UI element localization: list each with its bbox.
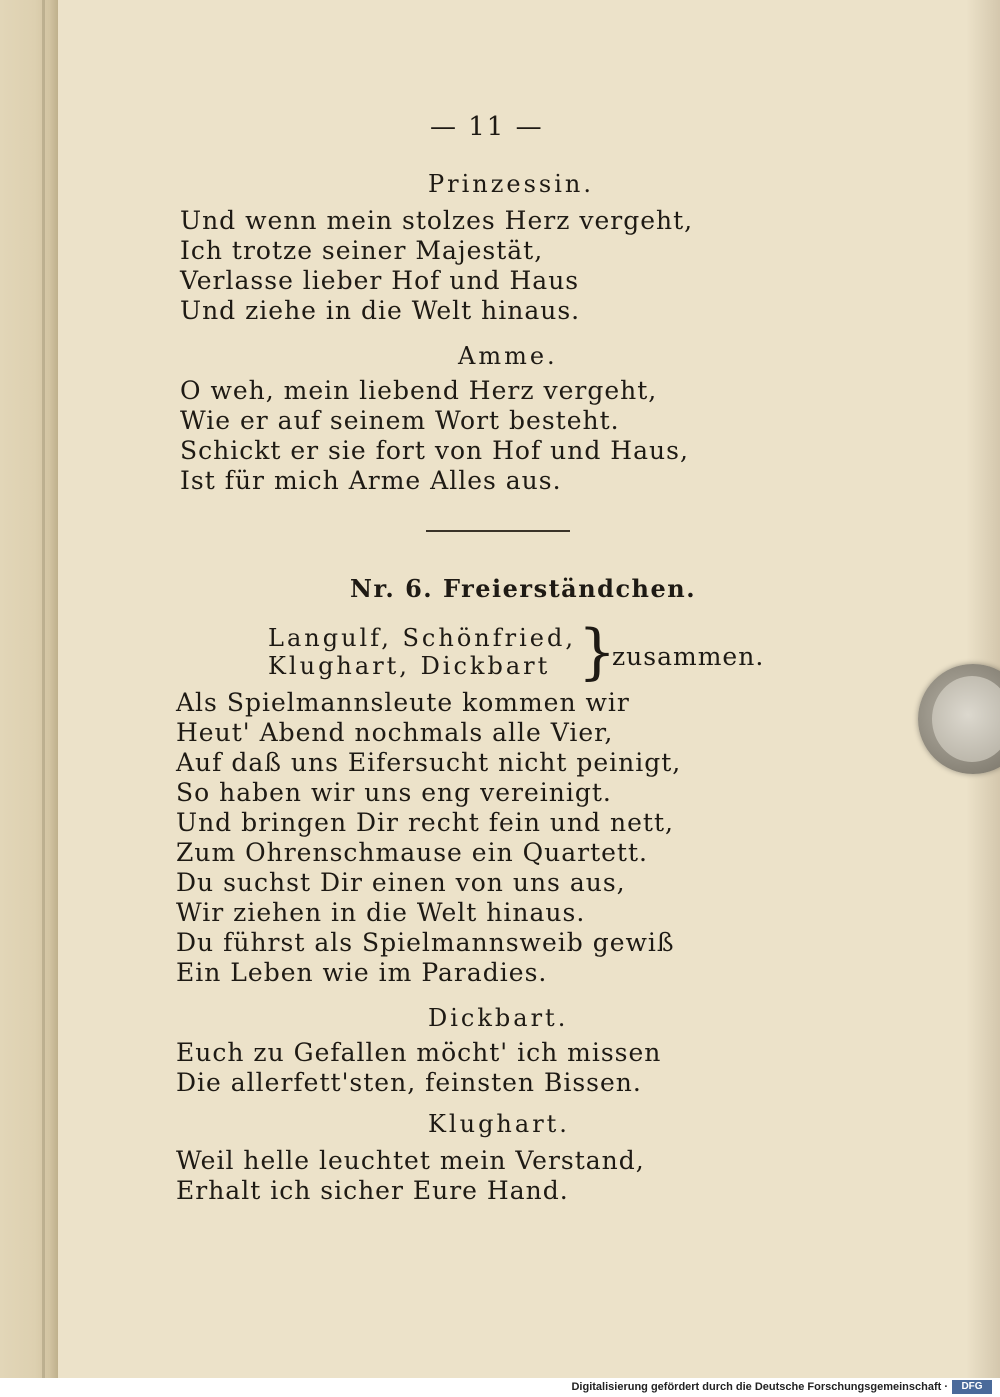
book-gutter [0, 0, 58, 1378]
verse-line: Ein Leben wie im Paradies. [176, 958, 548, 987]
verse-line: Und wenn mein stolzes Herz vergeht, [180, 206, 694, 235]
verse-line: Als Spielmannsleute kommen wir [176, 688, 630, 717]
dfg-logo: DFG [952, 1380, 992, 1394]
verse-line: Euch zu Gefallen möcht' ich missen [176, 1038, 662, 1067]
speaker-name: Prinzessin. [428, 170, 594, 198]
verse-line: Die allerfett'sten, feinsten Bissen. [176, 1068, 642, 1097]
cast-line: Langulf, Schönfried, [268, 624, 576, 652]
verse-line: So haben wir uns eng vereinigt. [176, 778, 612, 807]
verse-line: Heut' Abend nochmals alle Vier, [176, 718, 614, 747]
song-heading: Nr. 6. Freierständchen. [350, 574, 697, 603]
verse-line: Weil helle leuchtet mein Verstand, [176, 1146, 645, 1175]
verse-line: Auf daß uns Eifersucht nicht peinigt, [176, 748, 682, 777]
verse-line: Ist für mich Arme Alles aus. [180, 466, 562, 495]
section-divider [426, 530, 570, 532]
verse-line: Verlasse lieber Hof und Haus [180, 266, 580, 295]
cast-note: zusammen. [612, 642, 765, 671]
verse-line: Wir ziehen in die Welt hinaus. [176, 898, 586, 927]
speaker-name: Dickbart. [428, 1004, 569, 1032]
footer-credit: Digitalisierung gefördert durch die Deutsche Forschungsgemeinschaft · [571, 1381, 948, 1393]
verse-line: Du suchst Dir einen von uns aus, [176, 868, 626, 897]
speaker-name: Klughart. [428, 1110, 570, 1138]
verse-line: O weh, mein liebend Herz vergeht, [180, 376, 658, 405]
verse-line: Und bringen Dir recht fein und nett, [176, 808, 674, 837]
verse-line: Zum Ohrenschmause ein Quartett. [176, 838, 648, 867]
verse-line: Und ziehe in die Welt hinaus. [180, 296, 581, 325]
verse-line: Erhalt ich sicher Eure Hand. [176, 1176, 569, 1205]
verse-line: Ich trotze seiner Majestät, [180, 236, 544, 265]
gutter-fold [42, 0, 45, 1378]
speaker-name: Amme. [458, 342, 558, 370]
verse-line: Wie er auf seinem Wort besteht. [180, 406, 620, 435]
page-number: — 11 — [430, 112, 544, 142]
verse-line: Schickt er sie fort von Hof und Haus, [180, 436, 689, 465]
verse-line: Du führst als Spielmannsweib gewiß [176, 928, 675, 957]
cast-line: Klughart, Dickbart [268, 652, 551, 680]
cast-brace: } [578, 617, 617, 687]
